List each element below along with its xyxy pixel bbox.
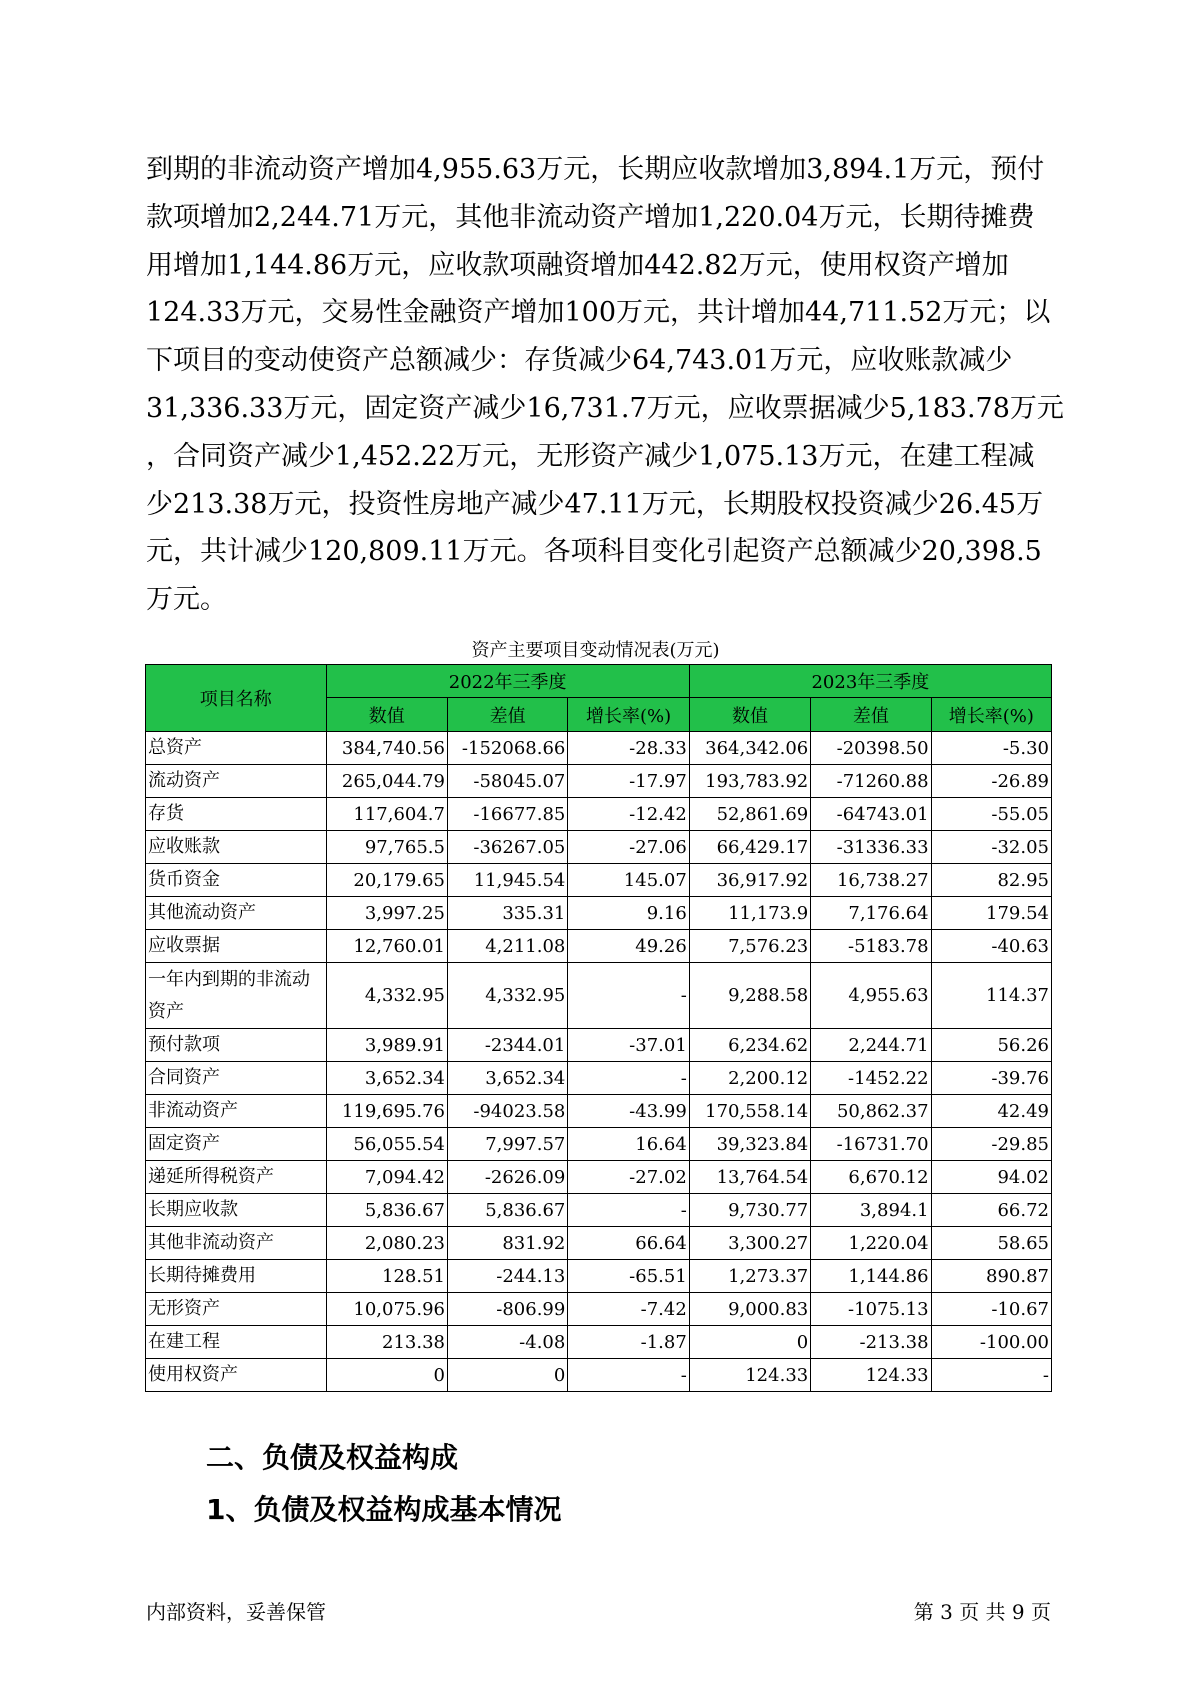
cell-value-2023: 2,200.12	[689, 1062, 810, 1095]
cell-diff-2022: 831.92	[447, 1227, 567, 1260]
cell-diff-2022: 0	[447, 1359, 567, 1392]
cell-diff-2022: -36267.05	[447, 831, 567, 864]
cell-diff-2023: -20398.50	[811, 732, 931, 765]
cell-value-2022: 265,044.79	[326, 765, 447, 798]
cell-value-2022: 56,055.54	[326, 1128, 447, 1161]
table-row	[146, 1293, 1052, 1326]
cell-diff-2022: -806.99	[447, 1293, 567, 1326]
table-row	[146, 1161, 1052, 1194]
cell-value-2023: 124.33	[689, 1359, 810, 1392]
cell-value-2022: 117,604.7	[326, 798, 447, 831]
cell-growth-2022: -7.42	[568, 1293, 689, 1326]
cell-value-2023: 9,730.77	[689, 1194, 810, 1227]
cell-value-2023: 36,917.92	[689, 864, 810, 897]
row-item-name: 其他非流动资产	[146, 1227, 327, 1260]
row-item-name: 货币资金	[146, 864, 327, 897]
cell-diff-2022: 4,332.95	[447, 963, 567, 1029]
cell-growth-2023: 114.37	[931, 963, 1051, 1029]
cell-value-2022: 3,652.34	[326, 1062, 447, 1095]
cell-diff-2022: -2344.01	[447, 1029, 567, 1062]
cell-value-2023: 39,323.84	[689, 1128, 810, 1161]
cell-diff-2023: -213.38	[811, 1326, 931, 1359]
cell-diff-2023: -71260.88	[811, 765, 931, 798]
footer-page-number: 第 3 页 共 9 页	[913, 1600, 1051, 1624]
cell-diff-2023: 2,244.71	[811, 1029, 931, 1062]
cell-value-2022: 3,989.91	[326, 1029, 447, 1062]
paragraph-line: 万元。	[146, 584, 227, 616]
cell-diff-2023: 50,862.37	[811, 1095, 931, 1128]
cell-value-2023: 1,273.37	[689, 1260, 810, 1293]
cell-growth-2023: -10.67	[931, 1293, 1051, 1326]
cell-value-2023: 0	[689, 1326, 810, 1359]
table-row	[146, 1128, 1052, 1161]
cell-value-2023: 66,429.17	[689, 831, 810, 864]
table-row	[146, 831, 1052, 864]
cell-growth-2023: 94.02	[931, 1161, 1051, 1194]
row-item-name: 长期应收款	[146, 1194, 327, 1227]
table-row	[146, 963, 1052, 1029]
row-item-name: 一年内到期的非流动资产	[146, 963, 327, 1029]
cell-growth-2023: -	[931, 1359, 1051, 1392]
table-body	[146, 732, 1052, 1392]
cell-growth-2023: -5.30	[931, 732, 1051, 765]
cell-growth-2023: -55.05	[931, 798, 1051, 831]
paragraph-line: 31,336.33万元，固定资产减少16,731.7万元，应收票据减少5,183.78万元	[146, 392, 1064, 424]
table-row	[146, 1194, 1052, 1227]
table-row	[146, 1029, 1052, 1062]
row-item-name: 应收票据	[146, 930, 327, 963]
row-item-name: 存货	[146, 798, 327, 831]
cell-growth-2022: -	[568, 1062, 689, 1095]
cell-value-2023: 13,764.54	[689, 1161, 810, 1194]
cell-diff-2023: 3,894.1	[811, 1194, 931, 1227]
cell-growth-2023: 890.87	[931, 1260, 1051, 1293]
cell-growth-2022: 9.16	[568, 897, 689, 930]
cell-diff-2023: 4,955.63	[811, 963, 931, 1029]
paragraph-line: 124.33万元，交易性金融资产增加100万元，共计增加44,711.52万元；以	[146, 297, 1051, 329]
cell-diff-2022: -244.13	[447, 1260, 567, 1293]
paragraph-line: 少213.38万元，投资性房地产减少47.11万元，长期股权投资减少26.45万	[146, 488, 1044, 520]
cell-diff-2023: -64743.01	[811, 798, 931, 831]
cell-value-2022: 5,836.67	[326, 1194, 447, 1227]
cell-value-2022: 384,740.56	[326, 732, 447, 765]
row-item-name: 合同资产	[146, 1062, 327, 1095]
row-item-name: 长期待摊费用	[146, 1260, 327, 1293]
cell-growth-2023: -39.76	[931, 1062, 1051, 1095]
table-row	[146, 1095, 1052, 1128]
header-growth-2023: 增长率(%)	[931, 698, 1051, 732]
cell-growth-2023: -29.85	[931, 1128, 1051, 1161]
cell-value-2022: 4,332.95	[326, 963, 447, 1029]
cell-value-2023: 9,288.58	[689, 963, 810, 1029]
cell-diff-2022: 335.31	[447, 897, 567, 930]
cell-diff-2023: -31336.33	[811, 831, 931, 864]
cell-growth-2022: -	[568, 1194, 689, 1227]
cell-value-2022: 3,997.25	[326, 897, 447, 930]
cell-growth-2022: -28.33	[568, 732, 689, 765]
table-row	[146, 1227, 1052, 1260]
cell-growth-2023: -32.05	[931, 831, 1051, 864]
cell-growth-2023: 58.65	[931, 1227, 1051, 1260]
cell-diff-2022: -2626.09	[447, 1161, 567, 1194]
cell-growth-2022: 49.26	[568, 930, 689, 963]
row-item-name: 无形资产	[146, 1293, 327, 1326]
cell-growth-2022: 145.07	[568, 864, 689, 897]
cell-growth-2023: -26.89	[931, 765, 1051, 798]
cell-value-2022: 20,179.65	[326, 864, 447, 897]
table-row	[146, 1260, 1052, 1293]
paragraph-line: ，合同资产减少1,452.22万元，无形资产减少1,075.13万元，在建工程减	[146, 440, 1035, 472]
table-row	[146, 798, 1052, 831]
cell-diff-2023: 124.33	[811, 1359, 931, 1392]
cell-value-2023: 193,783.92	[689, 765, 810, 798]
subsection-heading: 1、负债及权益构成基本情况	[206, 1493, 562, 1526]
row-item-name: 非流动资产	[146, 1095, 327, 1128]
table-row	[146, 1359, 1052, 1392]
cell-growth-2022: -27.06	[568, 831, 689, 864]
header-growth-2022: 增长率(%)	[568, 698, 689, 732]
body-paragraph	[146, 146, 1064, 624]
header-diff-2023: 差值	[811, 698, 931, 732]
cell-value-2022: 7,094.42	[326, 1161, 447, 1194]
cell-diff-2023: -1075.13	[811, 1293, 931, 1326]
cell-diff-2022: 3,652.34	[447, 1062, 567, 1095]
cell-growth-2023: 82.95	[931, 864, 1051, 897]
cell-diff-2023: 6,670.12	[811, 1161, 931, 1194]
row-item-name: 固定资产	[146, 1128, 327, 1161]
header-item-name: 项目名称	[146, 665, 327, 732]
row-item-name: 递延所得税资产	[146, 1161, 327, 1194]
cell-growth-2023: 179.54	[931, 897, 1051, 930]
paragraph-line: 用增加1,144.86万元，应收款项融资增加442.82万元，使用权资产增加	[146, 249, 1009, 281]
row-item-name: 在建工程	[146, 1326, 327, 1359]
cell-value-2022: 119,695.76	[326, 1095, 447, 1128]
cell-value-2022: 0	[326, 1359, 447, 1392]
cell-growth-2023: 66.72	[931, 1194, 1051, 1227]
cell-growth-2022: -	[568, 1359, 689, 1392]
cell-growth-2023: -40.63	[931, 930, 1051, 963]
cell-diff-2022: 4,211.08	[447, 930, 567, 963]
table-row	[146, 1326, 1052, 1359]
cell-value-2023: 9,000.83	[689, 1293, 810, 1326]
paragraph-line: 到期的非流动资产增加4,955.63万元，长期应收款增加3,894.1万元，预付	[146, 154, 1045, 185]
cell-growth-2022: -1.87	[568, 1326, 689, 1359]
row-item-name: 使用权资产	[146, 1359, 327, 1392]
cell-diff-2023: 7,176.64	[811, 897, 931, 930]
cell-growth-2022: -	[568, 963, 689, 1029]
cell-diff-2022: -58045.07	[447, 765, 567, 798]
header-value-2022: 数值	[326, 698, 447, 732]
table-row	[146, 1062, 1052, 1095]
cell-diff-2022: -4.08	[447, 1326, 567, 1359]
cell-growth-2023: 56.26	[931, 1029, 1051, 1062]
cell-diff-2022: -94023.58	[447, 1095, 567, 1128]
cell-diff-2023: 16,738.27	[811, 864, 931, 897]
table-row	[146, 930, 1052, 963]
cell-value-2023: 6,234.62	[689, 1029, 810, 1062]
cell-growth-2022: -17.97	[568, 765, 689, 798]
header-diff-2022: 差值	[447, 698, 567, 732]
table-row	[146, 732, 1052, 765]
cell-value-2023: 3,300.27	[689, 1227, 810, 1260]
cell-value-2022: 10,075.96	[326, 1293, 447, 1326]
table-caption: 资产主要项目变动情况表(万元)	[471, 640, 720, 661]
cell-value-2023: 11,173.9	[689, 897, 810, 930]
cell-diff-2023: -1452.22	[811, 1062, 931, 1095]
row-item-name: 其他流动资产	[146, 897, 327, 930]
row-item-name: 总资产	[146, 732, 327, 765]
cell-growth-2022: -43.99	[568, 1095, 689, 1128]
header-period-2023: 2023年三季度	[689, 665, 1051, 698]
cell-diff-2022: 7,997.57	[447, 1128, 567, 1161]
cell-growth-2022: -12.42	[568, 798, 689, 831]
cell-growth-2022: -27.02	[568, 1161, 689, 1194]
cell-diff-2022: -152068.66	[447, 732, 567, 765]
asset-change-table	[145, 664, 1052, 1392]
row-item-name: 流动资产	[146, 765, 327, 798]
cell-diff-2022: -16677.85	[447, 798, 567, 831]
cell-diff-2023: -16731.70	[811, 1128, 931, 1161]
row-item-name: 应收账款	[146, 831, 327, 864]
header-value-2023: 数值	[689, 698, 810, 732]
paragraph-line: 元，共计减少120,809.11万元。各项科目变化引起资产总额减少20,398.5	[146, 536, 1042, 568]
table-row	[146, 897, 1052, 930]
cell-value-2022: 2,080.23	[326, 1227, 447, 1260]
cell-value-2022: 97,765.5	[326, 831, 447, 864]
row-item-name: 预付款项	[146, 1029, 327, 1062]
table-row	[146, 765, 1052, 798]
section-heading: 二、负债及权益构成	[206, 1441, 459, 1474]
cell-growth-2023: -100.00	[931, 1326, 1051, 1359]
cell-diff-2022: 5,836.67	[447, 1194, 567, 1227]
header-period-2022: 2022年三季度	[326, 665, 689, 698]
cell-diff-2022: 11,945.54	[447, 864, 567, 897]
paragraph-line: 下项目的变动使资产总额减少：存货减少64,743.01万元，应收账款减少	[146, 345, 1013, 377]
cell-value-2023: 52,861.69	[689, 798, 810, 831]
cell-diff-2023: 1,144.86	[811, 1260, 931, 1293]
cell-value-2022: 128.51	[326, 1260, 447, 1293]
cell-diff-2023: 1,220.04	[811, 1227, 931, 1260]
cell-growth-2022: 16.64	[568, 1128, 689, 1161]
cell-growth-2023: 42.49	[931, 1095, 1051, 1128]
cell-growth-2022: -37.01	[568, 1029, 689, 1062]
paragraph-line: 款项增加2,244.71万元，其他非流动资产增加1,220.04万元，长期待摊费	[146, 201, 1035, 233]
cell-growth-2022: -65.51	[568, 1260, 689, 1293]
cell-growth-2022: 66.64	[568, 1227, 689, 1260]
footer-confidential-note: 内部资料，妥善保管	[146, 1600, 326, 1624]
cell-value-2022: 12,760.01	[326, 930, 447, 963]
cell-value-2023: 170,558.14	[689, 1095, 810, 1128]
cell-diff-2023: -5183.78	[811, 930, 931, 963]
cell-value-2023: 7,576.23	[689, 930, 810, 963]
cell-value-2023: 364,342.06	[689, 732, 810, 765]
table-row	[146, 864, 1052, 897]
cell-value-2022: 213.38	[326, 1326, 447, 1359]
